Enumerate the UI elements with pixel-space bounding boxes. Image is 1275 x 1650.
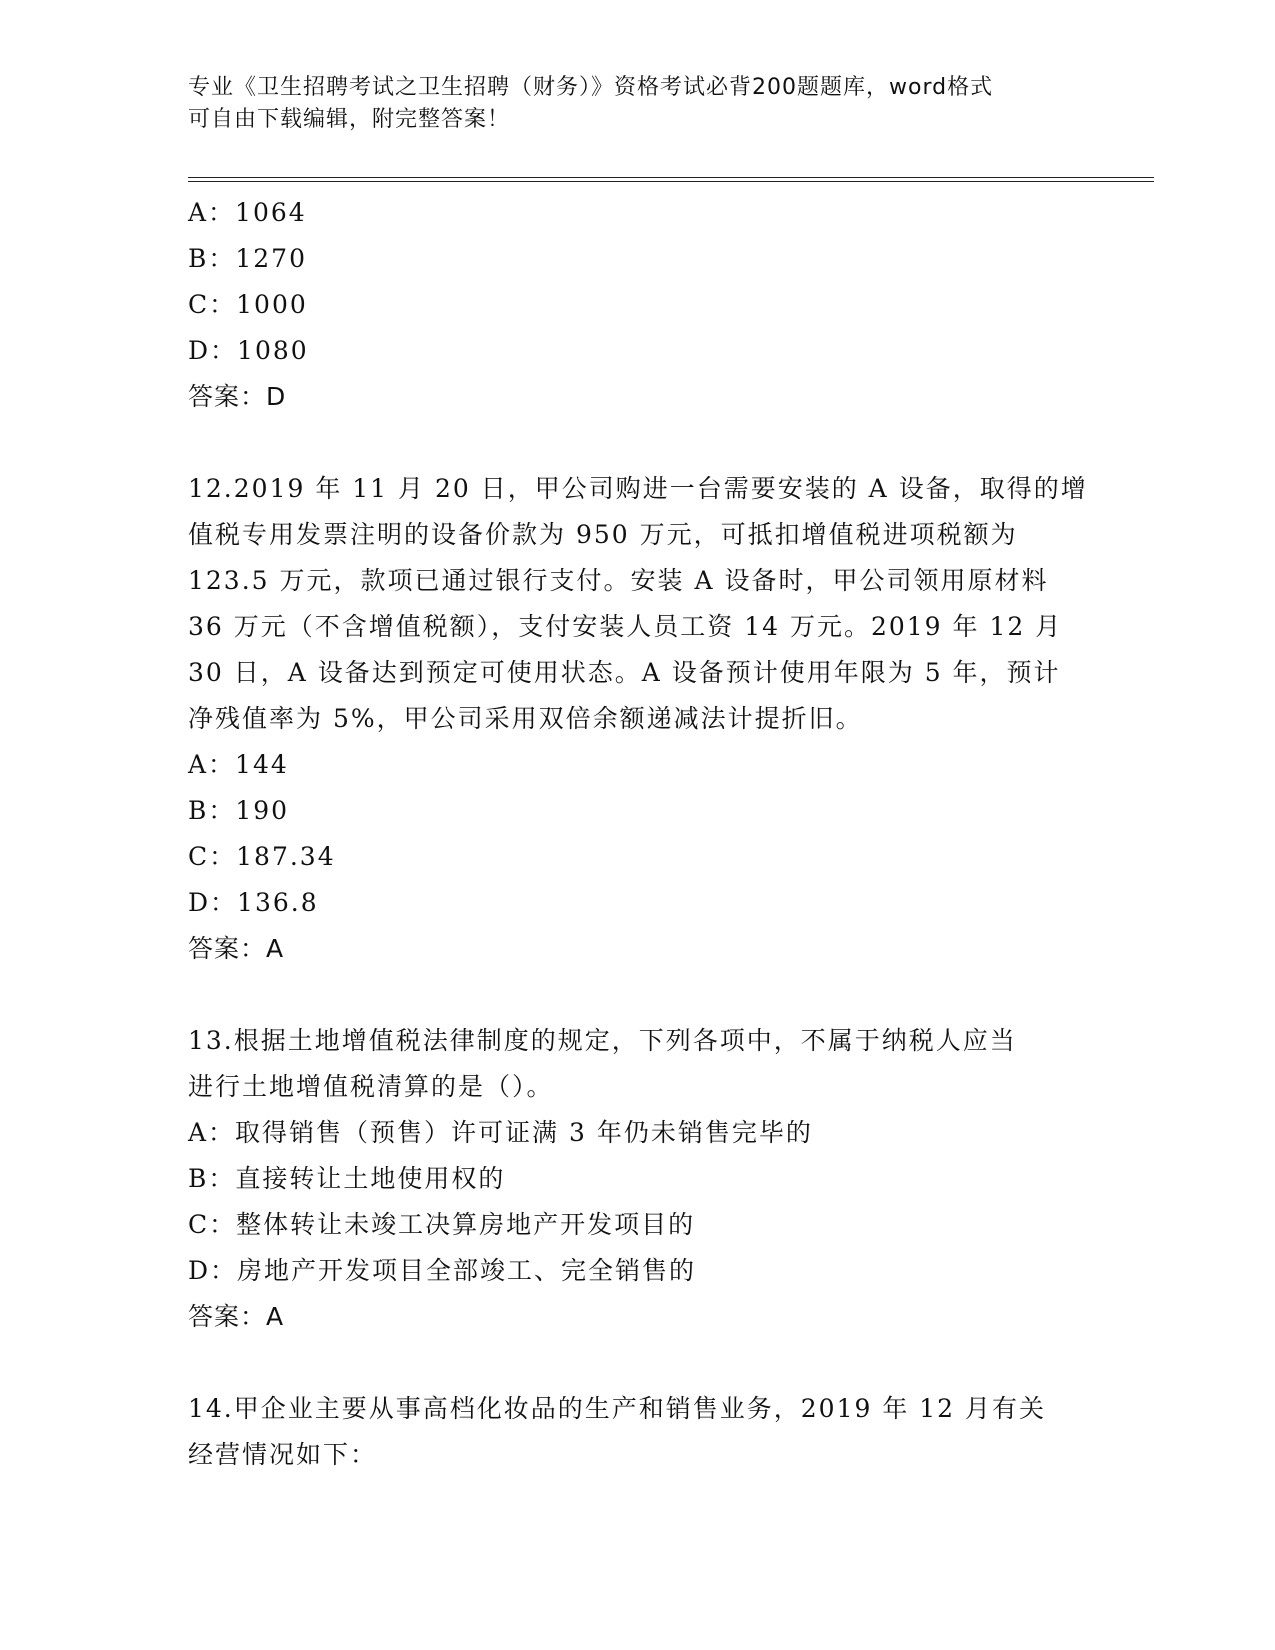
stem-line: 值税专用发票注明的设备价款为 950 万元，可抵扣增值税进项税额为 [188,520,1018,549]
header-divider [188,177,1154,182]
answer-line: 答案：A [188,934,285,963]
document-body [188,190,1088,1478]
spacer [188,1340,1088,1386]
stem-line: 经营情况如下： [188,1440,378,1469]
question-stem [188,1018,1088,1110]
option-a: A：144 [188,750,289,779]
spacer [188,972,1088,1018]
document-header [188,72,1068,136]
spacer [188,420,1088,466]
option-d: D：136.8 [188,888,319,917]
stem-line: 进行土地增值税清算的是（）。 [188,1072,554,1101]
option-b: B：直接转让土地使用权的 [188,1164,506,1193]
option-d: D：房地产开发项目全部竣工、完全销售的 [188,1256,697,1285]
option-b: B：1270 [188,244,307,273]
stem-line: 12.2019 年 11 月 20 日，甲公司购进一台需要安装的 A 设备，取得的增 [188,474,1088,503]
stem-line: 13.根据土地增值税法律制度的规定，下列各项中，不属于纳税人应当 [188,1026,1017,1055]
question-13 [188,1018,1088,1340]
header-title-line-1: 专业《卫生招聘考试之卫生招聘（财务）》资格考试必背200题题库，word格式 [188,75,994,100]
stem-line: 14.甲企业主要从事高档化妆品的生产和销售业务，2019 年 12 月有关 [188,1394,1047,1423]
question-12 [188,466,1088,972]
header-title-line-2: 可自由下载编辑，附完整答案！ [188,107,511,132]
option-d: D：1080 [188,336,309,365]
option-c: C：整体转让未竣工决算房地产开发项目的 [188,1210,696,1239]
option-a: A：取得销售（预售）许可证满 3 年仍未销售完毕的 [188,1118,813,1147]
question-stem [188,466,1088,742]
option-c: C：1000 [188,290,308,319]
answer-line: 答案：A [188,1302,285,1331]
question-stem [188,1386,1088,1478]
option-b: B：190 [188,796,290,825]
option-a: A：1064 [188,198,307,227]
stem-line: 净残值率为 5%，甲公司采用双倍余额递减法计提折旧。 [188,704,863,733]
answer-line: 答案：D [188,382,287,411]
question-11 [188,190,1088,420]
stem-line: 123.5 万元，款项已通过银行支付。安装 A 设备时，甲公司领用原材料 [188,566,1049,595]
stem-line: 36 万元（不含增值税额），支付安装人员工资 14 万元。2019 年 12 月 [188,612,1063,641]
stem-line: 30 日，A 设备达到预定可使用状态。A 设备预计使用年限为 5 年，预计 [188,658,1061,687]
question-14 [188,1386,1088,1478]
option-c: C：187.34 [188,842,336,871]
